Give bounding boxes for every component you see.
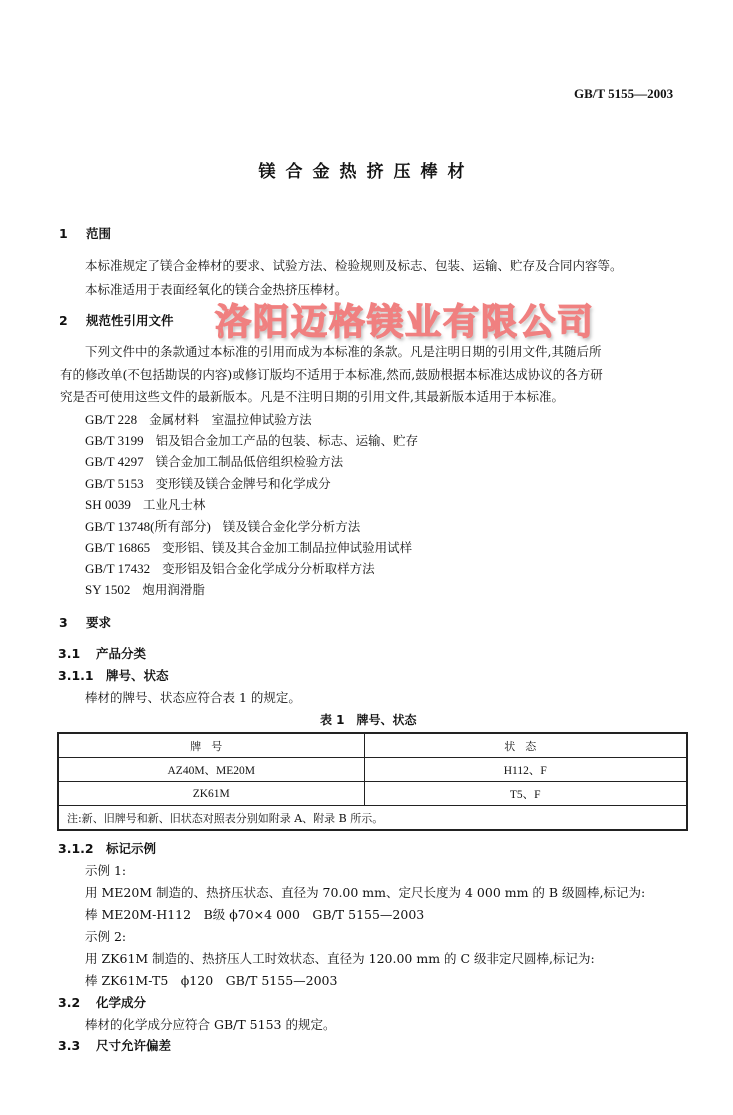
reference-title: 工业凡士林 xyxy=(142,497,206,512)
reference-item xyxy=(85,516,360,535)
example-label: 示例 2: xyxy=(85,929,127,944)
section-3-1-heading xyxy=(58,644,146,662)
section-3-1-2-heading xyxy=(58,839,156,857)
table-cell-temper: H112、F xyxy=(364,758,687,782)
paragraph: 有的修改单(不包括勘误的内容)或修订版均不适用于本标准,然而,鼓励根据本标准达成协议的各方研 xyxy=(60,367,603,382)
section-title: 牌号、状态 xyxy=(106,668,169,683)
table-cell-temper: T5、F xyxy=(364,782,687,806)
section-1-heading xyxy=(59,224,111,242)
example-marking: 棒 ME20M-H112 B级 ϕ70×4 000 GB/T 5155—2003 xyxy=(85,907,425,922)
section-title: 化学成分 xyxy=(96,995,147,1010)
document-title: 镁合金热挤压棒材 xyxy=(258,162,475,182)
reference-code: GB/T 228 xyxy=(85,412,138,427)
section-number: 3.1.1 xyxy=(58,668,94,683)
paragraph: 本标准规定了镁合金棒材的要求、试验方法、检验规则及标志、包装、运输、贮存及合同内容等。 xyxy=(85,258,623,273)
reference-code: GB/T 4297 xyxy=(85,454,144,469)
reference-item xyxy=(85,410,312,428)
reference-title: 变形镁及镁合金牌号和化学成分 xyxy=(155,476,331,491)
company-watermark: 洛阳迈格镁业有限公司 xyxy=(215,302,596,343)
table-cell-grade: ZK61M xyxy=(58,782,364,806)
table-header-row xyxy=(58,733,687,758)
table-note: 注:新、旧牌号和新、旧状态对照表分别如附录 A、附录 B 所示。 xyxy=(58,806,687,831)
table-cell-grade: AZ40M、ME20M xyxy=(58,758,364,782)
section-2-heading xyxy=(59,311,174,329)
section-title: 要求 xyxy=(86,615,112,630)
table-note-row xyxy=(58,806,687,831)
reference-item xyxy=(85,431,418,449)
section-number: 3.1 xyxy=(58,646,81,661)
reference-code: SY 1502 xyxy=(85,582,131,597)
reference-item xyxy=(85,474,331,492)
section-3-2-heading xyxy=(58,993,146,1011)
section-title: 规范性引用文件 xyxy=(86,313,174,328)
reference-item xyxy=(85,559,375,577)
table-caption: 表 1 牌号、状态 xyxy=(320,713,417,727)
example-marking: 棒 ZK61M-T5 ϕ120 GB/T 5155—2003 xyxy=(85,973,338,988)
reference-title: 变形铝、镁及其合金加工制品拉伸试验用试样 xyxy=(162,540,413,555)
table-row xyxy=(58,758,687,782)
section-title: 产品分类 xyxy=(96,646,147,661)
section-number: 3.3 xyxy=(58,1038,81,1053)
table-1 xyxy=(57,732,688,831)
reference-code: GB/T 5153 xyxy=(85,476,144,491)
section-3-heading xyxy=(59,613,111,631)
reference-code: GB/T 3199 xyxy=(85,433,144,448)
section-number: 1 xyxy=(59,226,68,241)
column-header-grade: 牌号 xyxy=(58,733,364,758)
reference-title: 铝及铝合金加工产品的包装、标志、运输、贮存 xyxy=(155,433,419,448)
section-number: 3 xyxy=(59,615,68,630)
reference-item xyxy=(85,538,412,556)
column-header-temper: 状态 xyxy=(364,733,687,758)
example-label: 示例 1: xyxy=(85,863,127,878)
reference-title: 炮用润滑脂 xyxy=(142,582,205,597)
section-title: 标记示例 xyxy=(106,841,157,856)
section-title: 尺寸允许偏差 xyxy=(96,1038,172,1053)
section-3-1-1-heading xyxy=(58,666,169,684)
reference-code: SH 0039 xyxy=(85,497,131,512)
reference-title: 镁及镁合金化学分析方法 xyxy=(222,519,361,534)
reference-code: GB/T 17432 xyxy=(85,561,151,576)
section-number: 2 xyxy=(59,313,68,328)
paragraph: 本标准适用于表面经氧化的镁合金热挤压棒材。 xyxy=(85,282,348,297)
reference-code: GB/T 13748(所有部分) xyxy=(85,519,211,534)
paragraph: 棒材的牌号、状态应符合表 1 的规定。 xyxy=(85,690,301,705)
reference-title: 变形铝及铝合金化学成分分析取样方法 xyxy=(162,561,375,576)
section-title: 范围 xyxy=(86,226,112,241)
reference-title: 镁合金加工制品低倍组织检验方法 xyxy=(155,454,344,469)
section-number: 3.2 xyxy=(58,995,81,1010)
document-code: GB/T 5155—2003 xyxy=(574,86,674,101)
paragraph: 下列文件中的条款通过本标准的引用而成为本标准的条款。凡是注明日期的引用文件,其随后所 xyxy=(85,344,602,359)
paragraph: 究是否可使用这些文件的最新版本。凡是不注明日期的引用文件,其最新版本适用于本标准。 xyxy=(60,389,564,404)
reference-item xyxy=(85,495,205,513)
table-row xyxy=(58,782,687,806)
reference-item xyxy=(85,452,343,470)
example-description: 用 ZK61M 制造的、热挤压人工时效状态、直径为 120.00 mm 的 C 级非定尺圆棒,标记为: xyxy=(85,951,595,966)
paragraph: 棒材的化学成分应符合 GB/T 5153 的规定。 xyxy=(85,1017,336,1032)
section-number: 3.1.2 xyxy=(58,841,94,856)
section-3-3-heading xyxy=(58,1036,171,1054)
example-description: 用 ME20M 制造的、热挤压状态、直径为 70.00 mm、定尺长度为 4 000 mm 的 B 级圆棒,标记为: xyxy=(85,885,646,900)
reference-code: GB/T 16865 xyxy=(85,540,151,555)
reference-item xyxy=(85,580,205,598)
reference-title: 金属材料 室温拉伸试验方法 xyxy=(149,412,312,427)
